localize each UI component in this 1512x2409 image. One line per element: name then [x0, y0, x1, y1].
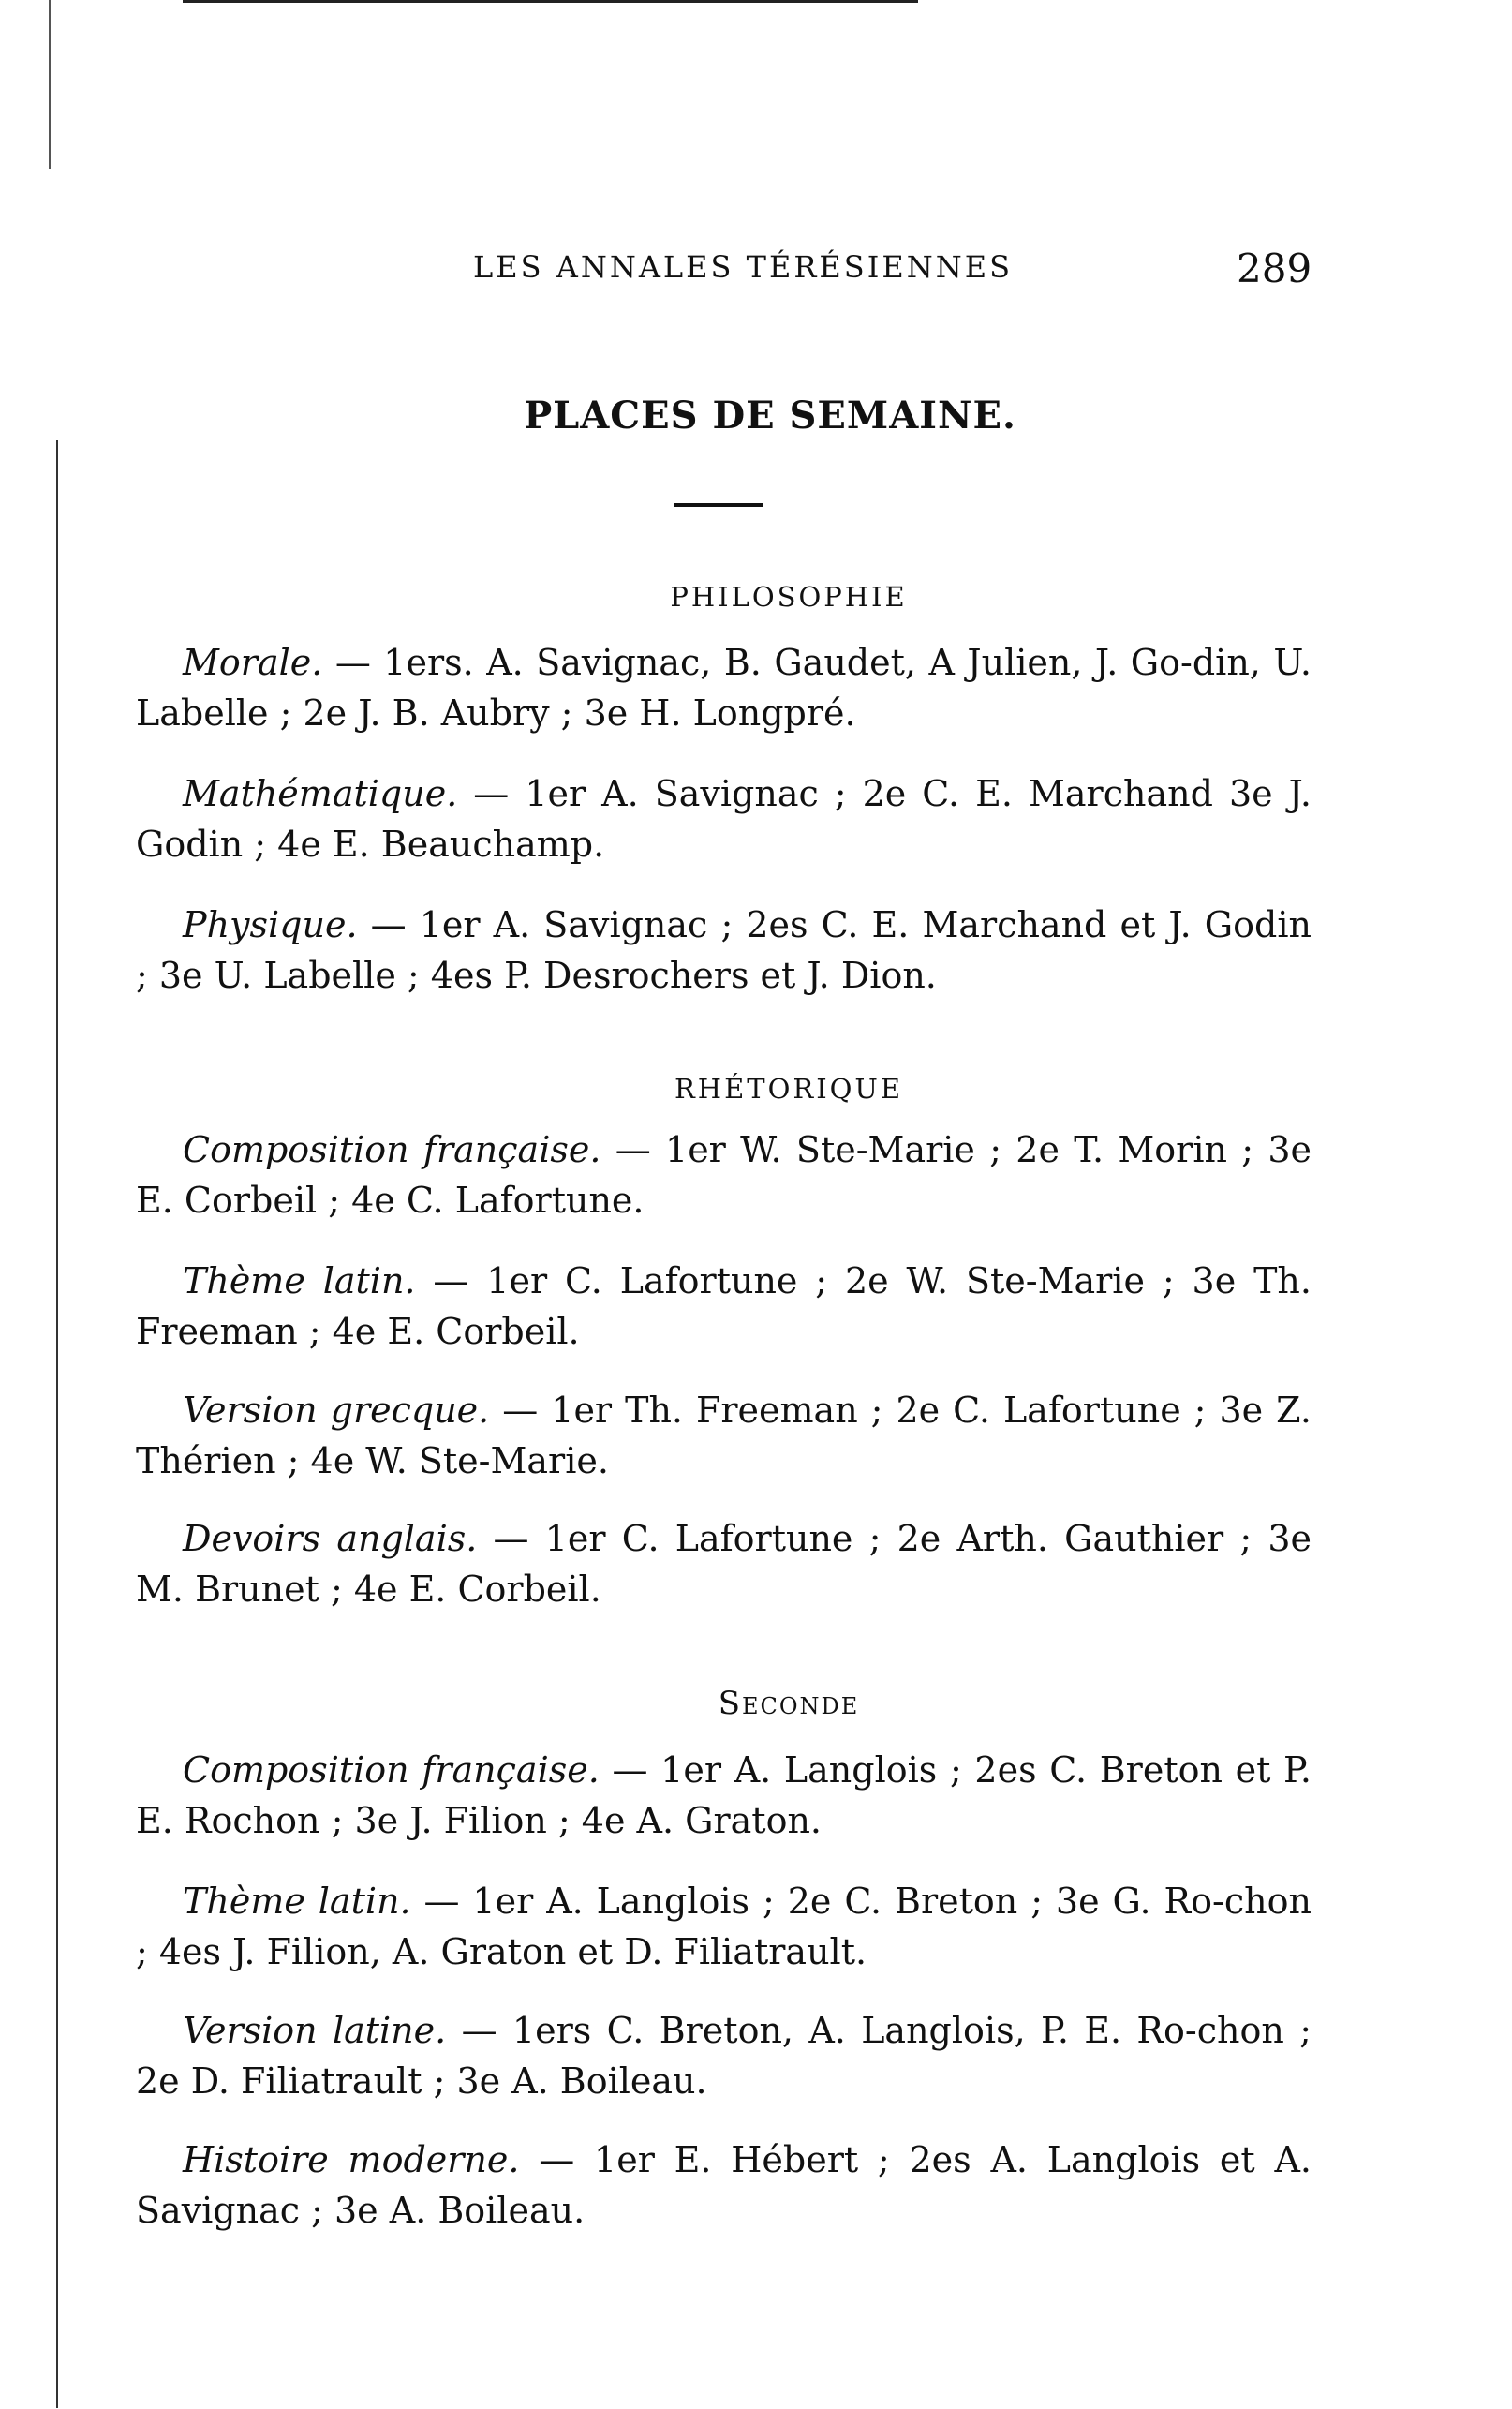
running-header	[0, 245, 1512, 292]
entry-subject: Thème latin.	[183, 1260, 416, 1301]
entry-physique	[136, 900, 1312, 1001]
entry-text: — 1er C. Lafortune ; 2e Arth. Gauthier ; 3e M. Brunet ; 4e E. Corbeil.	[136, 1518, 1312, 1610]
entry-mathematique	[136, 768, 1312, 870]
entry-text: — 1er A. Langlois ; 2e C. Breton ; 3e G. Ro-chon ; 4es J. Filion, A. Graton et D. Filiatrault.	[136, 1881, 1312, 1972]
entry-subject: Mathématique.	[183, 773, 458, 814]
entry-text: — 1ers C. Breton, A. Langlois, P. E. Ro-chon ; 2e D. Filiatrault ; 3e A. Boileau.	[136, 2010, 1312, 2102]
entry-text: — 1er E. Hébert ; 2es A. Langlois et A. Savignac ; 3e A. Boileau.	[136, 2139, 1312, 2231]
section-heading-rhetorique: RHÉTORIQUE	[674, 1073, 904, 1105]
entry-theme-latin-seconde	[136, 1876, 1312, 1977]
entry-text: — 1ers. A. Savignac, B. Gaudet, A Julien, J. Go-din, U. Labelle ; 2e J. B. Aubry ; 3e H. Longpré.	[136, 642, 1312, 734]
entry-theme-latin	[136, 1256, 1312, 1357]
entry-subject: Morale.	[183, 642, 323, 683]
entry-composition-francaise	[136, 1124, 1312, 1226]
entry-devoirs-anglais	[136, 1513, 1312, 1614]
entry-version-latine	[136, 2005, 1312, 2106]
entry-subject: Composition française.	[183, 1129, 601, 1170]
title-rule	[674, 503, 763, 507]
entry-text: — 1er A. Savignac ; 2e C. E. Marchand 3e J. Godin ; 4e E. Beauchamp.	[136, 773, 1312, 865]
entry-subject: Composition française.	[183, 1749, 600, 1791]
scan-left-edge-top	[49, 0, 51, 169]
entry-text: — 1er W. Ste-Marie ; 2e T. Morin ; 3e E. Corbeil ; 4e C. Lafortune.	[136, 1129, 1312, 1221]
entry-subject: Version grecque.	[183, 1390, 490, 1431]
entry-subject: Histoire moderne.	[183, 2139, 520, 2180]
page-number: 289	[1237, 245, 1312, 291]
scan-left-edge	[56, 440, 58, 2408]
section-heading-philosophie: PHILOSOPHIE	[670, 581, 908, 613]
entry-subject: Version latine.	[183, 2010, 447, 2051]
entry-version-grecque	[136, 1385, 1312, 1486]
entry-histoire-moderne	[136, 2134, 1312, 2236]
entry-text: — 1er A. Savignac ; 2es C. E. Marchand et J. Godin ; 3e U. Labelle ; 4es P. Desrochers et J. Dion.	[136, 904, 1312, 996]
scan-top-edge	[183, 0, 918, 3]
entry-text: — 1er Th. Freeman ; 2e C. Lafortune ; 3e Z. Thérien ; 4e W. Ste-Marie.	[136, 1390, 1312, 1481]
page-title: PLACES DE SEMAINE.	[524, 394, 1016, 438]
entry-subject: Thème latin.	[183, 1881, 411, 1922]
entry-composition-francaise-seconde	[136, 1745, 1312, 1846]
entry-subject: Physique.	[183, 904, 358, 945]
entry-subject: Devoirs anglais.	[183, 1518, 478, 1559]
entry-text: — 1er A. Langlois ; 2es C. Breton et P. E. Rochon ; 3e J. Filion ; 4e A. Graton.	[136, 1749, 1312, 1841]
entry-text: — 1er C. Lafortune ; 2e W. Ste-Marie ; 3e Th. Freeman ; 4e E. Corbeil.	[136, 1260, 1312, 1352]
entry-morale	[136, 637, 1312, 738]
running-title: LES ANNALES TÉRÉSIENNES	[473, 249, 1013, 285]
section-heading-seconde: Seconde	[718, 1685, 860, 1722]
